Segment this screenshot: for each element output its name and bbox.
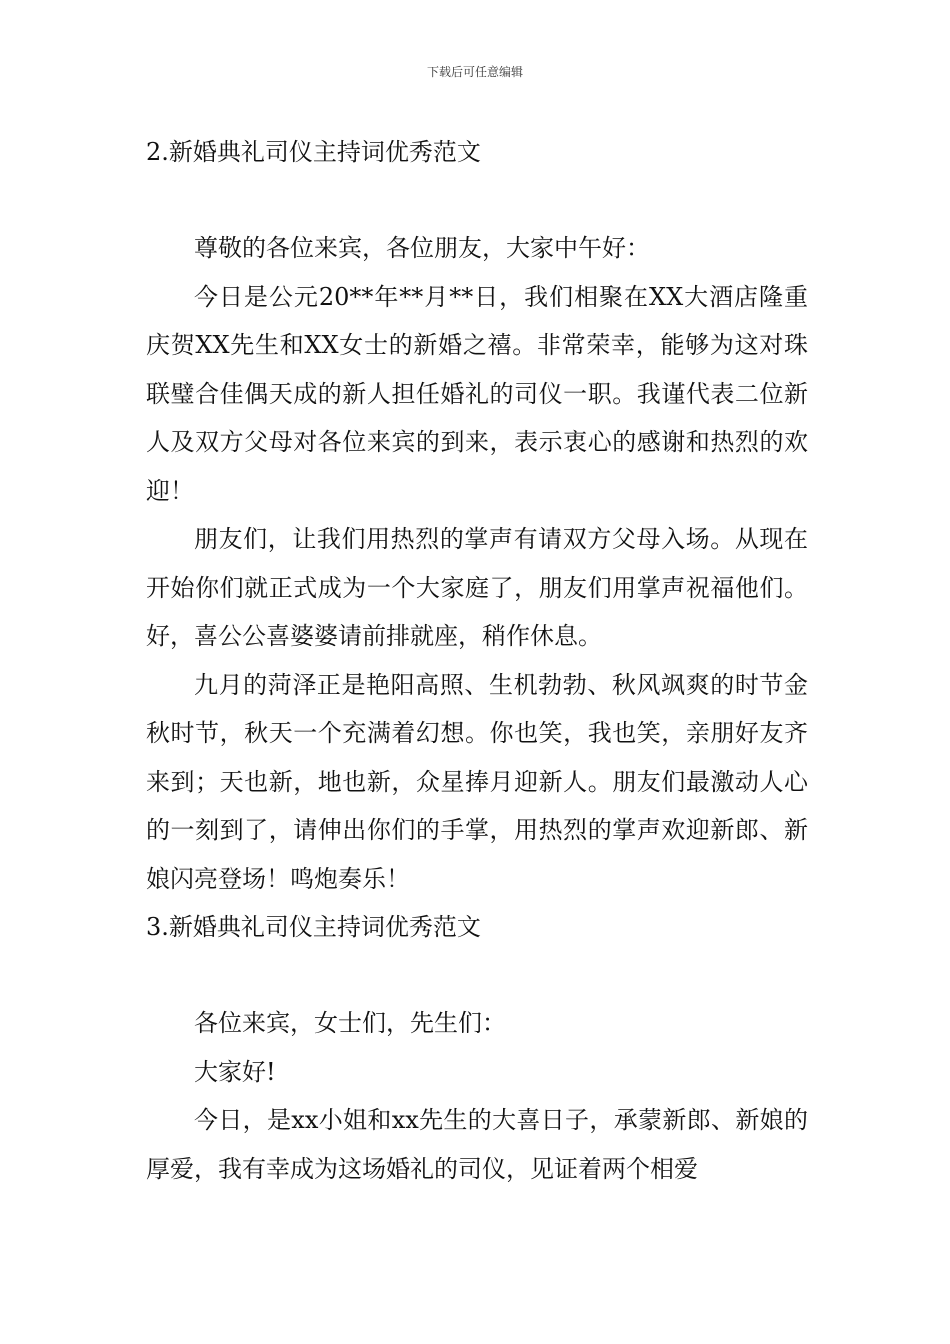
paragraph: 今日，是xx小姐和xx先生的大喜日子，承蒙新郎、新娘的厚爱，我有幸成为这场婚礼的司仪，见证着两个相爱 — [146, 1106, 808, 1183]
paragraph: 朋友们，让我们用热烈的掌声有请双方父母入场。从现在开始你们就正式成为一个大家庭了，朋友们用掌声祝福他们。好，喜公公喜婆婆请前排就座，稍作休息。 — [146, 525, 808, 650]
section-heading: 2.新婚典礼司仪主持词优秀范文 — [146, 138, 481, 166]
paragraph: 尊敬的各位来宾，各位朋友，大家中午好： — [194, 234, 650, 262]
section-heading: 3.新婚典礼司仪主持词优秀范文 — [146, 913, 481, 941]
paragraph: 各位来宾，女士们，先生们： — [194, 1009, 506, 1037]
paragraph: 九月的菏泽正是艳阳高照、生机勃勃、秋风飒爽的时节金秋时节，秋天一个充满着幻想。你也笑，我也笑，亲朋好友齐来到；天也新，地也新，众星捧月迎新人。朋友们最激动人心的一刻到了，请伸出你们的手掌，用热烈的掌声欢迎新郎、新娘闪亮登场！鸣炮奏乐！ — [146, 670, 808, 893]
document-body — [146, 128, 808, 1193]
paragraph: 今日是公元20**年**月**日，我们相聚在XX大酒店隆重庆贺XX先生和XX女士的新婚之禧。非常荣幸，能够为这对珠联璧合佳偶天成的新人担任婚礼的司仪一职。我谨代表二位新人及双方父母对各位来宾的到来，表示衷心的感谢和热烈的欢迎！ — [146, 282, 808, 505]
spacer — [146, 951, 808, 999]
spacer — [146, 176, 808, 224]
page-header-note: 下载后可任意编辑 — [426, 65, 523, 79]
paragraph: 大家好! — [194, 1057, 276, 1086]
